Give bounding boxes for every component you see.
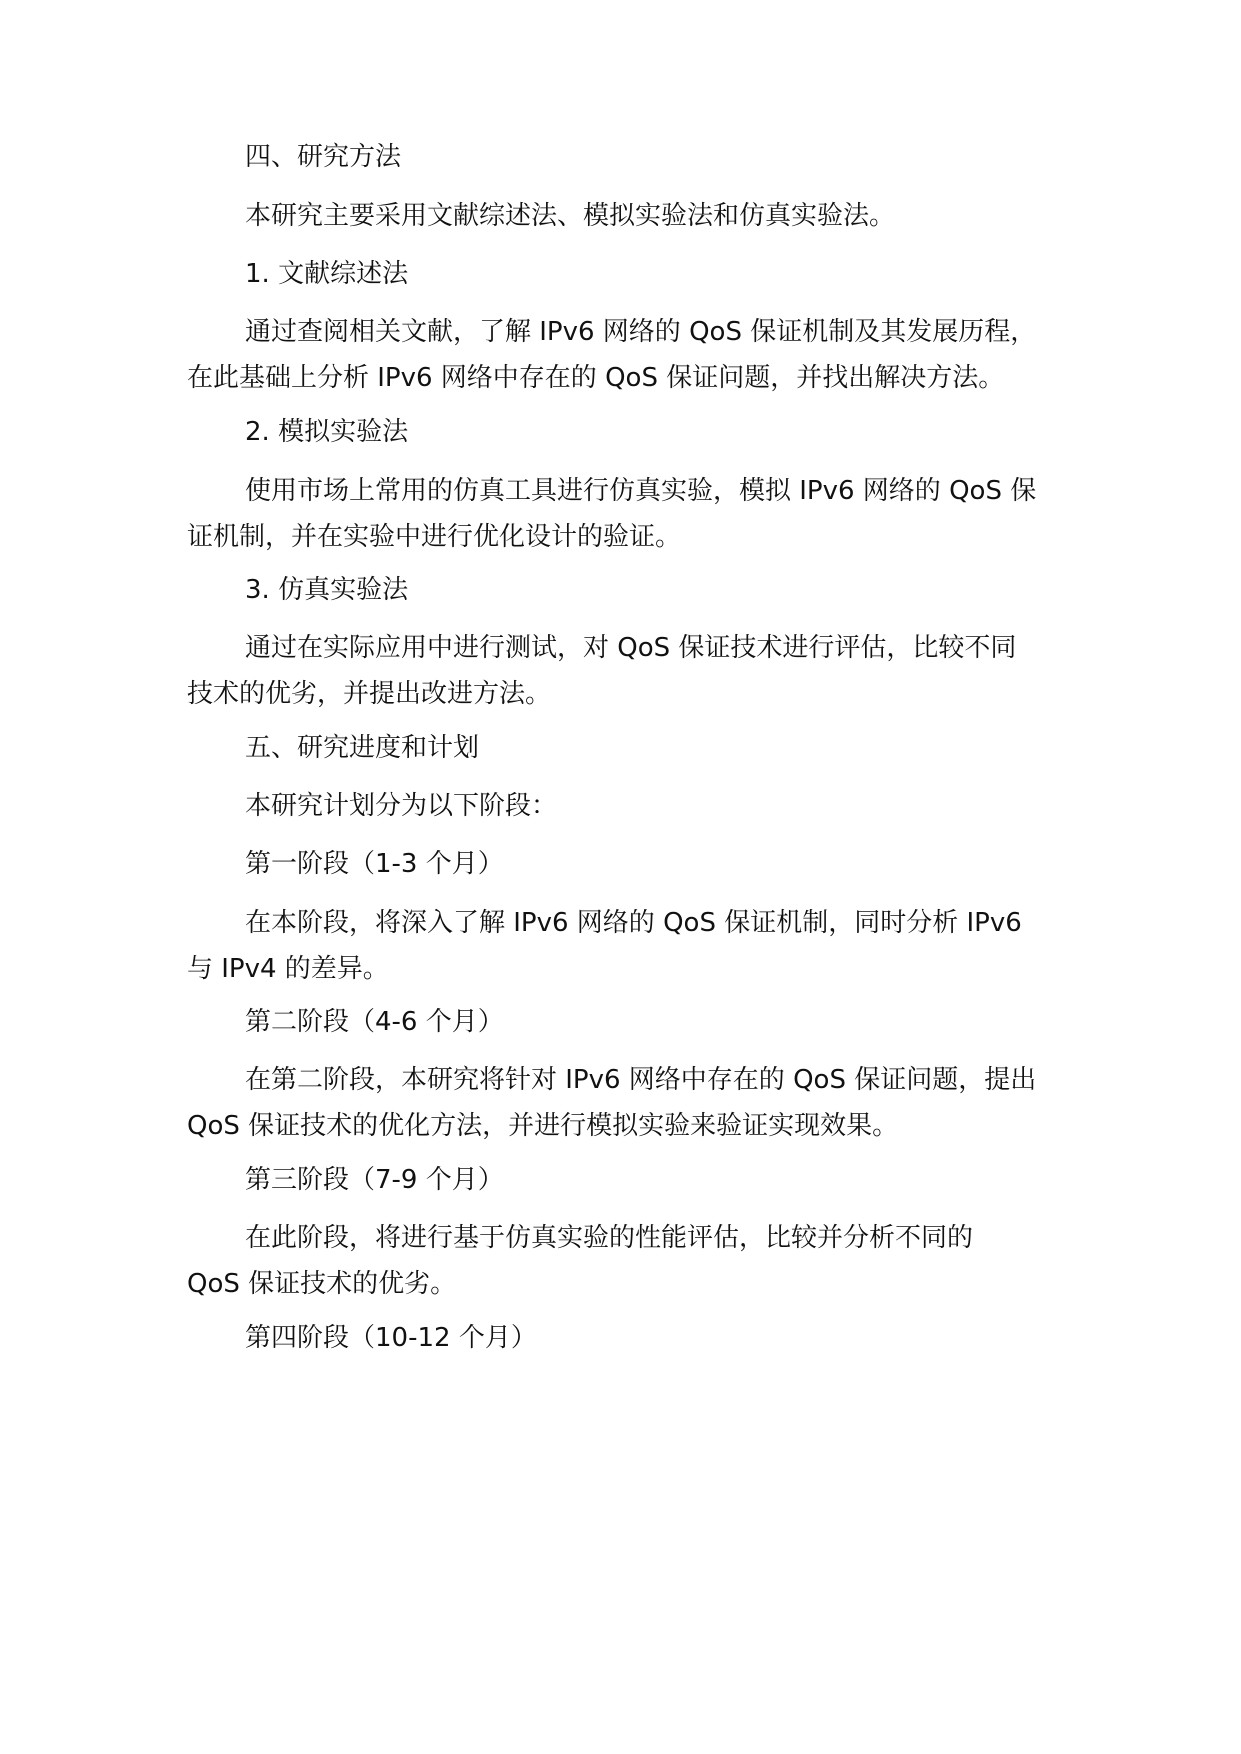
- paragraph-line: 使用市场上常用的仿真工具进行仿真实验，模拟 IPv6 网络的 QoS 保: [245, 476, 1037, 506]
- paragraph-line: 通过查阅相关文献，了解 IPv6 网络的 QoS 保证机制及其发展历程，: [245, 317, 1037, 347]
- simulation-paragraph: [187, 468, 1057, 560]
- paragraph-line: 通过在实际应用中进行测试，对 QoS 保证技术进行评估，比较不同: [245, 633, 1017, 663]
- method-heading-literature-review: 1. 文献综述法: [245, 259, 409, 289]
- paragraph-line: 在此基础上分析 IPv6 网络中存在的 QoS 保证问题，并找出解决方法。: [187, 363, 1005, 393]
- paragraph-line: QoS 保证技术的优劣。: [187, 1269, 457, 1299]
- stage2-heading: 第二阶段（4-6 个月）: [245, 1007, 504, 1037]
- stage4-heading: 第四阶段（10-12 个月）: [245, 1323, 537, 1353]
- methods-intro-paragraph: 本研究主要采用文献综述法、模拟实验法和仿真实验法。: [245, 201, 896, 231]
- stage1-heading: 第一阶段（1-3 个月）: [245, 849, 504, 879]
- stage1-paragraph: [187, 900, 1057, 992]
- paragraph-line: 证机制，并在实验中进行优化设计的验证。: [187, 522, 682, 552]
- paragraph-line: 在此阶段，将进行基于仿真实验的性能评估，比较并分析不同的: [245, 1223, 974, 1253]
- plan-intro-paragraph: 本研究计划分为以下阶段：: [245, 791, 558, 821]
- paragraph-line: 在本阶段，将深入了解 IPv6 网络的 QoS 保证机制，同时分析 IPv6: [245, 908, 1022, 938]
- emulation-paragraph: [187, 625, 1057, 717]
- section-heading-schedule: 五、研究进度和计划: [245, 733, 480, 763]
- stage3-heading: 第三阶段（7-9 个月）: [245, 1165, 504, 1195]
- paragraph-line: 在第二阶段，本研究将针对 IPv6 网络中存在的 QoS 保证问题，提出: [245, 1065, 1037, 1095]
- paragraph-line: 与 IPv4 的差异。: [187, 954, 389, 984]
- section-heading-research-methods: 四、研究方法: [245, 142, 402, 172]
- literature-review-paragraph: [187, 309, 1057, 401]
- method-heading-emulation: 3. 仿真实验法: [245, 575, 409, 605]
- stage3-paragraph: [187, 1215, 1057, 1307]
- stage2-paragraph: [187, 1057, 1057, 1149]
- paragraph-line: QoS 保证技术的优化方法，并进行模拟实验来验证实现效果。: [187, 1111, 899, 1141]
- method-heading-simulation: 2. 模拟实验法: [245, 417, 409, 447]
- paragraph-line: 技术的优劣，并提出改进方法。: [187, 679, 552, 709]
